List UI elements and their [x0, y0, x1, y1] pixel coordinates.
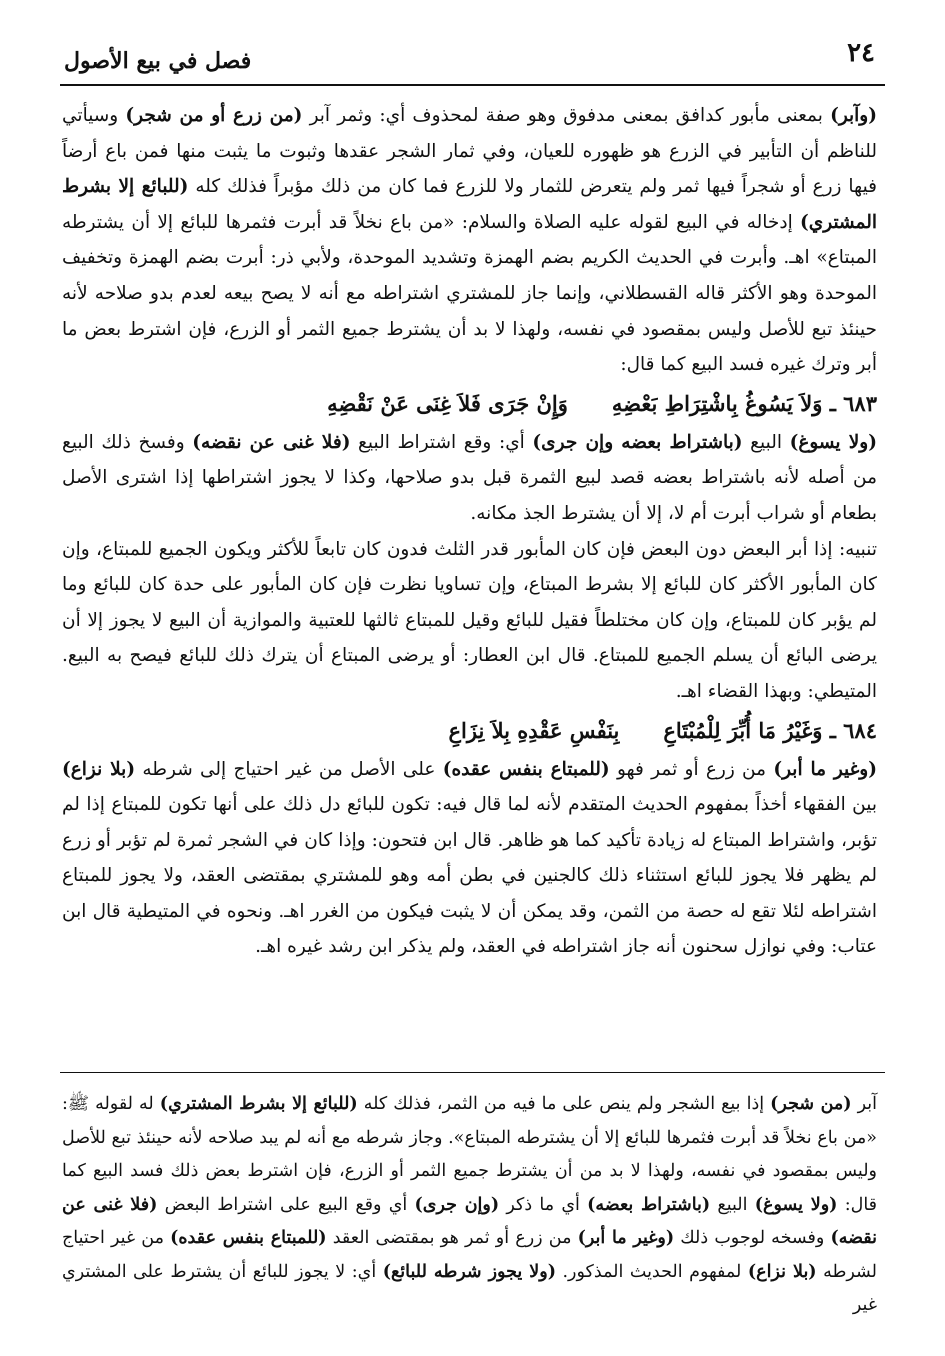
text-run: من غير احتياج لشرطه — [62, 1228, 878, 1282]
paragraph-2 — [62, 425, 877, 532]
header-divider — [60, 84, 885, 86]
footnote-divider — [60, 1072, 885, 1073]
footnote-section — [62, 1088, 877, 1323]
bold-phrase: (فلا غنى عن نقضه) — [62, 1194, 878, 1248]
bold-phrase: (باشتراط بعضه وإن جرى) — [532, 431, 743, 453]
bold-phrase: (وغير ما أبر) — [577, 1228, 675, 1248]
bold-phrase: (وآبر) — [830, 105, 877, 126]
text-run: بين الفقهاء أخذاً بمفهوم الحديث المتقدم لأنه لما قال فيه: تكون للبائع دل ذلك على أنها تكون للمبتاع إذا لم تؤبر، واشتراط المبتاع له زيادة تأكيد كما هو ظاهر. قال ابن فتحون: وإذا كان في الشجر ثمرة لم تؤبر أو زرع لم يظهر فلا يجوز للبائع استثناء ذلك كالجنين في بطن أمه وهو للمشتري بمقتضى العقد، ولا يجوز للمبتاع اشتراطه لئلا تقع له حصة من الثمن، وقد يمكن أن لا يثبت فيكون من الغرر اهـ. ونحوه في المتيطية قال ابن عتاب: وفي نوازل سحنون أنه جاز اشتراطه في العقد، ولم يذكر ابن رشد غيره اهـ. — [62, 794, 877, 958]
verse-684-second-hemistich: بِنَفْسِ عَقْدِهِ بِلاَ نِزَاعِ — [448, 717, 620, 743]
text-run: البيع — [710, 1194, 755, 1215]
verse-684 — [62, 712, 877, 750]
bold-phrase: (ولا يجوز شرطه للبائع) — [382, 1261, 556, 1282]
bold-phrase: (وإن جرى) — [414, 1194, 500, 1215]
text-run: بمعنى مأبور كدافق بمعنى مدفوق وهو صفة لمحذوف أي: وثمر آبر — [302, 105, 831, 126]
running-title: فصل في بيع الأصول — [64, 48, 252, 74]
verse-683-first-hemistich: ٦٨٣ ـ وَلاَ يَسُوغُ بِاشْتِرَاطِ بَعْضِهِ — [611, 390, 877, 416]
verse-683-second-hemistich: وَإِنْ جَرَى فَلاَ غِنَى عَنْ نَقْضِهِ — [327, 390, 568, 416]
text-run: أي ما ذكر — [499, 1194, 588, 1215]
text-run: إدخاله في البيع لقوله عليه الصلاة والسلام: «من باع نخلاً قد أبرت فثمرها للبائع إلا أن يشترطه المبتاع» اهـ. وأبرت في الحديث الكريم بضم الهمزة وتشديد الموحدة، ولأبي ذر: أبرت بضم الهمزة وتخفيف الموحدة وهو الأكثر قاله القسطلاني، وإنما جاز للمشتري اشتراطه مع أنه لا يصح بيعه لعدم بدو صلاحه لأنه حينئذ تبع للأصل وليس بمقصود في نفسه، ولهذا لا بد أن يشترط جميع الثمر أو الزرع، فإن اشترط بعض ما أبر وترك غيره فسد البيع كما قال: — [62, 211, 877, 376]
bold-phrase: (فلا غنى عن نقضه) — [192, 431, 351, 453]
text-run: لمفهوم الحديث المذكور. — [556, 1261, 748, 1282]
bold-phrase: (من شجر) — [770, 1094, 852, 1114]
bold-phrase: (وغير ما أبر) — [773, 758, 877, 780]
text-run: من زرع أو ثمر فهو — [609, 758, 774, 780]
bold-phrase: (للمبتاع بنفس عقده) — [442, 758, 610, 780]
main-commentary — [62, 98, 877, 965]
bold-phrase: (ولا يسوغ) — [754, 1194, 838, 1215]
footnote-text — [62, 1088, 877, 1323]
bold-phrase: (من زرع أو من شجر) — [125, 105, 303, 126]
bold-phrase: (للبائع إلا بشرط المشتري) — [159, 1094, 358, 1114]
bold-phrase: (باشتراط بعضه) — [587, 1194, 711, 1215]
text-run: أي: لا يجوز للبائع أن يشترط على المشتري غير — [62, 1261, 877, 1315]
text-run: وفسخه لوجوب ذلك — [674, 1228, 831, 1248]
paragraph-3-note — [62, 532, 877, 710]
text-run: آبر — [851, 1094, 877, 1114]
paragraph-1 — [62, 98, 877, 383]
text-run: تنبيه: إذا أبر البعض دون البعض فإن كان المأبور قدر الثلث فدون كان تابعاً للأكثر ويكون الجميع للمبتاع، وإن كان المأبور الأكثر كان للبائع إلا بشرط المبتاع، وإن تساويا نظرت فإن كان المأبور على حدة كان للبائع وما لم يؤبر كان للمبتاع، وإن كان مختلطاً فقيل للبائع وقيل للمبتاع ثالثها للعتبية والموازية أن البيع لا يجوز إلا أن يرضى البائع أن يسلم الجميع للمبتاع. قال ابن العطار: أو يرضى المبتاع أن يترك ذلك للبائع فيصح به البيع. المتيطي: وبهذا القضاء اهـ. — [62, 538, 877, 702]
page-number: ٢٤ — [847, 38, 875, 68]
text-run: أي: وقع اشتراط البيع — [350, 431, 533, 453]
text-run: إذا بيع الشجر ولم ينص على ما فيه من الثمر، فذلك كله — [357, 1094, 771, 1114]
bold-phrase: (بلا نزاع) — [62, 758, 136, 780]
page-header — [60, 28, 885, 74]
paragraph-4 — [62, 752, 877, 966]
book-page — [60, 28, 885, 1336]
text-run: وفسخ ذلك البيع من أصله لأنه باشتراط بعضه قصد لبيع الثمرة قبل بدو صلاحها، وكذا لا يجوز اشتراطها إذا اشترى الأصل بطعام أو شراب أبرت أم لا، إلا أن يشترط الجذ مكانه. — [62, 431, 877, 524]
text-run: البيع — [742, 431, 790, 453]
verse-684-first-hemistich: ٦٨٤ ـ وَغَيْرُ مَا أُبِّرَ لِلْمُبْتَاعِ — [663, 717, 877, 743]
text-run: من زرع أو ثمر هو بمقتضى العقد — [326, 1228, 578, 1248]
bold-phrase: (للمبتاع بنفس عقده) — [170, 1228, 327, 1248]
text-run: أي وقع البيع على اشتراط البعض — [157, 1194, 415, 1215]
text-run: على الأصل من غير احتياج إلى شرطه — [135, 758, 443, 780]
text-run: وسيأتي للناظم أن التأبير في الزرع هو ظهوره للعيان، وفي ثمار الشجر عقدها وثبوت ما يثبت منها فمن باع أرضاً فيها زرع أو شجراً فيها ثمر ولم يتعرض للثمار ولا للزرع فما كان من ذلك مؤبراً فذلك كله — [62, 105, 877, 198]
verse-683 — [62, 385, 877, 423]
bold-phrase: (ولا يسوغ) — [789, 431, 877, 453]
bold-phrase: (للبائع إلا بشرط المشتري) — [62, 176, 877, 233]
text-run: له لقوله ﷺ: «من باع نخلاً قد أبرت فثمرها للبائع إلا أن يشترطه المبتاع». وجاز شرطه مع أنه لم يبد صلاحه لأنه حينئذ تبع للأصل وليس بمقصود في نفسه، ولهذا لا بد من أن يشترط جميع الثمر أو الزرع، فإن اشترط بعض ذلك فسد البيع كما قال: — [62, 1094, 878, 1215]
bold-phrase: (بلا نزاع) — [747, 1261, 817, 1282]
